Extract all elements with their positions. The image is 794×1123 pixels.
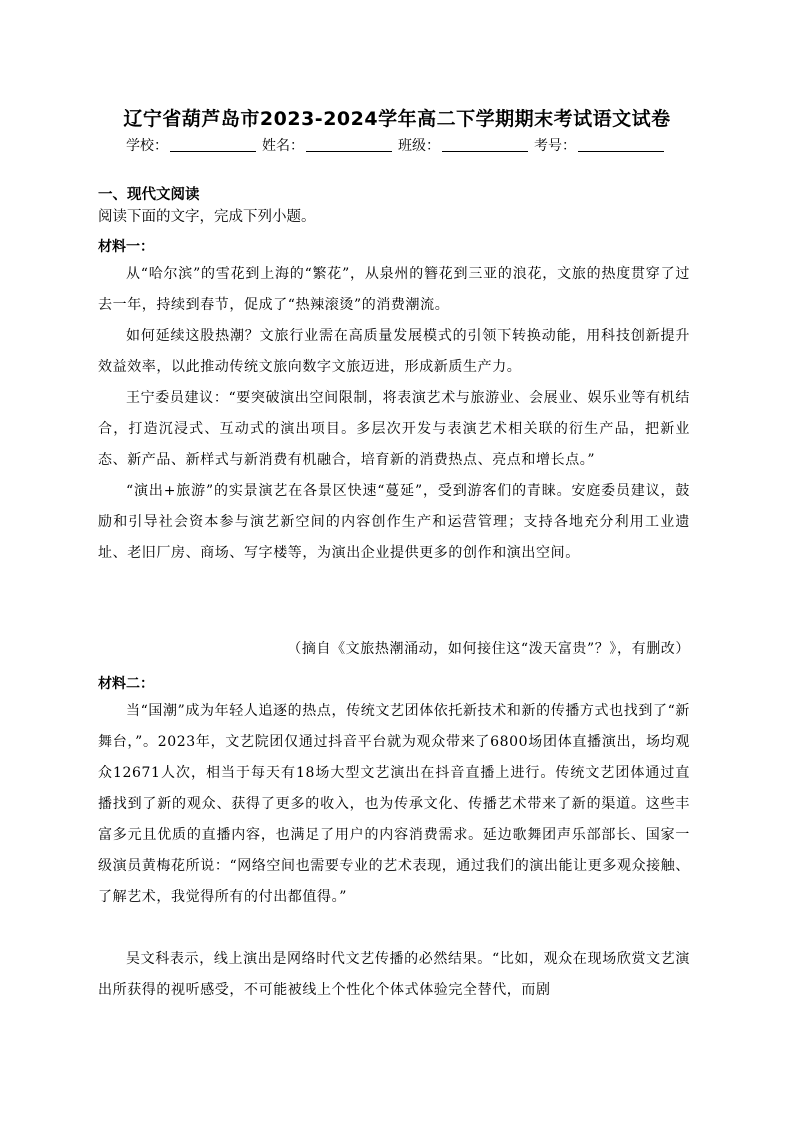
material2-paragraph-2: 吴文科表示，线上演出是网络时代文艺传播的必然结果。“比如，观众在现场欣赏文艺演出所获得的视听感受，不可能被线上个性化个体式体验完全替代，而剧 [98, 951, 690, 998]
exam-no-blank[interactable] [578, 137, 664, 152]
exam-no-label: 考号： [534, 138, 576, 154]
material2-paragraph-1: 当“国潮”成为年轻人追逐的热点，传统文艺团体依托新技术和新的传播方式也找到了“新舞台，”。2023年，文艺院团仅通过抖音平台就为观众带来了6800场团体直播演出，场均观众12671人次，相当于每天有18场大型文艺演出在抖音直播上进行。传统文艺团体通过直播找到了新的观众、获得了更多的收入，也为传承文化、传播艺术带来了新的渠道。这些丰富多元且优质的直播内容，也满足了用户的内容消费需求。延边歌舞团声乐部部长、国家一级演员黄梅花所说：“网络空间也需要专业的艺术表现，通过我们的演出能让更多观众接触、了解艺术，我觉得所有的付出都值得。” [98, 703, 690, 905]
class-label: 班级： [398, 138, 440, 154]
school-label: 学校： [126, 138, 168, 154]
section-heading: 一、现代文阅读 [98, 187, 200, 203]
school-blank[interactable] [170, 137, 256, 152]
name-blank[interactable] [306, 137, 392, 152]
class-blank[interactable] [442, 137, 528, 152]
class-field [398, 135, 532, 155]
exam-no-field [534, 135, 668, 155]
exam-title: 辽宁省葫芦岛市2023-2024学年高二下学期期末考试语文试卷 [123, 108, 671, 130]
material1-source: （摘自《文旅热潮涌动，如何接住这“泼天富贵”？》，有删改） [287, 641, 690, 657]
material1-label: 材料一： [98, 239, 154, 255]
material2-label: 材料二： [98, 676, 154, 692]
school-field [126, 135, 260, 155]
material1-paragraph-4: “演出+旅游”的实景演艺在各景区快速“蔓延”，受到游客们的青睐。安庭委员建议，鼓励和引导社会资本参与演艺新空间的内容创作生产和运营管理；支持各地充分利用工业遗址、老旧厂房、商场、写字楼等，为演出企业提供更多的创作和演出空间。 [98, 483, 690, 561]
material1-paragraph-2: 如何延续这股热潮？文旅行业需在高质量发展模式的引领下转换动能，用科技创新提升效益效率，以此推动传统文旅向数字文旅迈进，形成新质生产力。 [98, 328, 690, 375]
material1-paragraph-1: 从“哈尔滨”的雪花到上海的“繁花”，从泉州的簪花到三亚的浪花，文旅的热度贯穿了过去一年，持续到春节，促成了“热辣滚烫”的消费潮流。 [98, 266, 690, 313]
student-info-row [0, 135, 794, 155]
name-field [262, 135, 396, 155]
name-label: 姓名： [262, 138, 304, 154]
material1-paragraph-3: 王宁委员建议：“要突破演出空间限制，将表演艺术与旅游业、会展业、娱乐业等有机结合，打造沉浸式、互动式的演出项目。多层次开发与表演艺术相关联的衍生产品，把新业态、新产品、新样式与新消费有机融合，培育新的消费热点、亮点和增长点。” [98, 390, 690, 468]
reading-instruction: 阅读下面的文字，完成下列小题。 [98, 209, 316, 225]
